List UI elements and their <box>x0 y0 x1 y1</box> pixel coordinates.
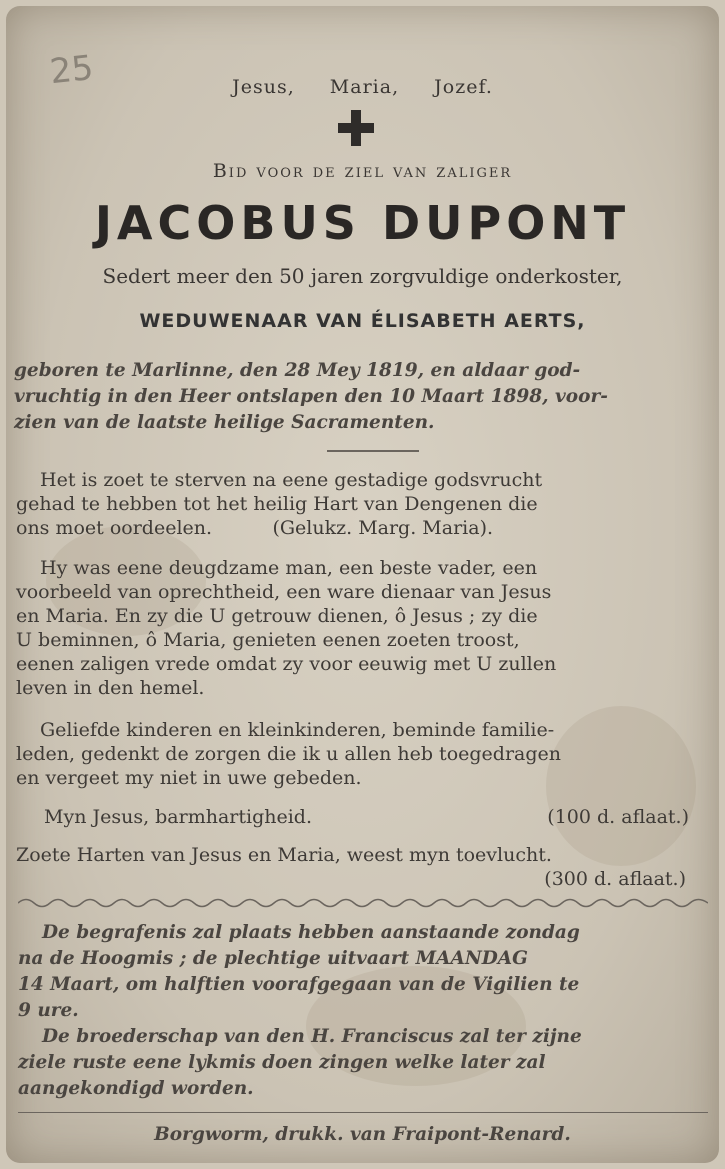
text-line: aangekondigd worden. <box>18 1078 254 1099</box>
prayer-heading: Bid voor de ziel van zaliger <box>212 160 513 182</box>
invocation <box>0 76 725 98</box>
indulgence-prayer-2: Zoete Harten van Jesus en Maria, weest myn toevlucht. <box>16 844 552 866</box>
widower-line: WEDUWENAAR VAN ÉLISABETH AERTS, <box>139 310 586 332</box>
paragraph-farewell <box>16 718 712 790</box>
text-line: 14 Maart, om halftien voorafgegaan van de Vigilien te <box>18 974 580 995</box>
text-line: Hy was eene deugdzame man, een beste vader, een <box>40 557 538 579</box>
text-line: U beminnen, ô Maria, genieten eenen zoeten troost, <box>16 629 520 651</box>
wavy-divider <box>18 896 708 910</box>
indulgence-note: (100 d. aflaat.) <box>547 806 689 828</box>
text-line: vruchtig in den Heer ontslapen den 10 Maart 1898, voor- <box>14 386 608 407</box>
text-line: na de Hoogmis ; de plechtige uitvaart MAANDAG <box>18 948 528 969</box>
text-line: en vergeet my niet in uwe gebeden. <box>16 767 362 789</box>
text-line: geboren te Marlinne, den 28 Mey 1819, en aldaar god- <box>14 360 581 381</box>
indulgence-note: (300 d. aflaat.) <box>544 868 686 890</box>
occupation-line: Sedert meer den 50 jaren zorgvuldige onderkoster, <box>102 264 623 288</box>
text-line: en Maria. En zy die U getrouw dienen, ô Jesus ; zy die <box>16 605 538 627</box>
invocation-word: Jesus, <box>232 76 295 98</box>
cross-icon <box>336 108 376 148</box>
text-line: gehad te hebben tot het heilig Hart van Dengenen die <box>16 493 538 515</box>
paragraph-virtues <box>16 556 712 700</box>
indulgence-prayer-1 <box>44 806 689 828</box>
text-line: Geliefde kinderen en kleinkinderen, beminde familie- <box>40 719 555 741</box>
text-line: leden, gedenkt de zorgen die ik u allen heb toegedragen <box>16 743 561 765</box>
text-line: ons moet oordeelen. (Gelukz. Marg. Maria). <box>16 517 494 539</box>
funeral-notice <box>18 920 712 1024</box>
text-line: ziele ruste eene lykmis doen zingen welke later zal <box>18 1052 546 1073</box>
brotherhood-notice <box>18 1024 712 1102</box>
text-line: zien van de laatste heilige Sacramenten. <box>14 412 435 433</box>
footer-rule <box>18 1112 708 1113</box>
printer-line: Borgworm, drukk. van Fraipont-Renard. <box>154 1124 571 1145</box>
birth-death-text <box>14 358 712 436</box>
deceased-name: JACOBUS DUPONT <box>94 196 631 250</box>
invocation-word: Jozef. <box>434 76 493 98</box>
divider-rule <box>327 450 419 452</box>
text-line: 9 ure. <box>18 1000 79 1021</box>
text-line: De broederschap van den H. Franciscus zal ter zijne <box>42 1026 582 1047</box>
text-line: Het is zoet te sterven na eene gestadige godsvrucht <box>40 469 543 491</box>
text-line: voorbeeld van oprechtheid, een ware dienaar van Jesus <box>16 581 552 603</box>
invocation-word: Maria, <box>329 76 400 98</box>
handwritten-note: 25 <box>48 47 96 93</box>
paragraph-godsvrucht <box>16 468 712 540</box>
prayer-text: Myn Jesus, barmhartigheid. <box>44 806 313 828</box>
text-line: leven in den hemel. <box>16 677 205 699</box>
text-line: De begrafenis zal plaats hebben aanstaande zondag <box>42 922 580 943</box>
text-line: eenen zaligen vrede omdat zy voor eeuwig met U zullen <box>16 653 557 675</box>
